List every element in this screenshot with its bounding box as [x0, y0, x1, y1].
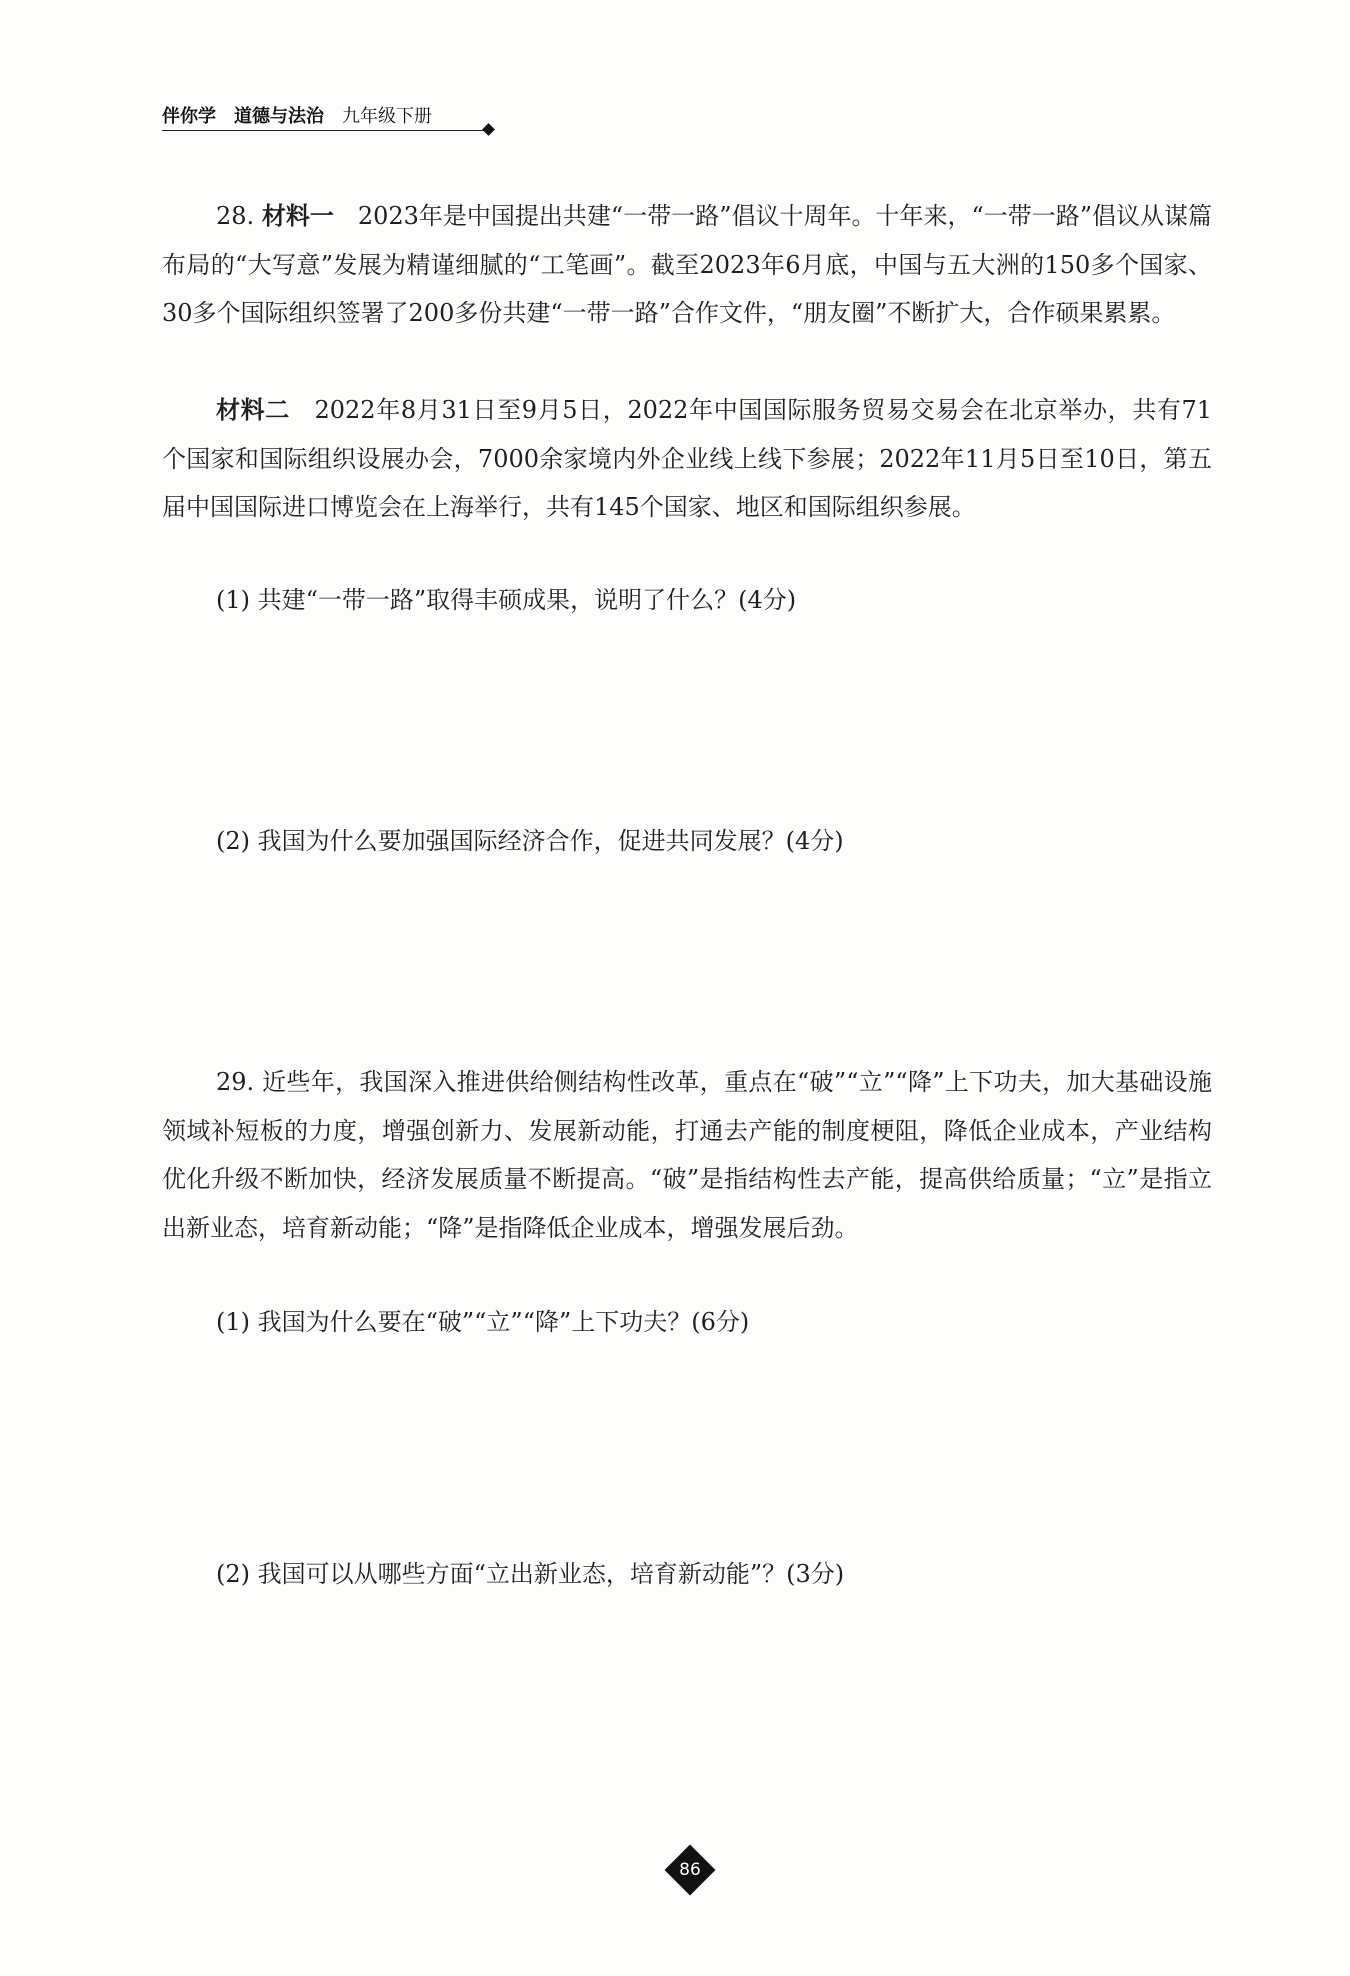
q29-sub2: (2) 我国可以从哪些方面“立出新业态，培育新动能”？(3分)	[216, 1560, 845, 1588]
q28-number: 28.	[216, 202, 255, 230]
q29-text: 近些年，我国深入推进供给侧结构性改革，重点在“破”“立”“降”上下功夫，加大基础设施领域补短板的力度，增强创新力、发展新动能，打通去产能的制度梗阻，降低企业成本，产业结构优化升级不断加快，经济发展质量不断提高。“破”是指结构性去产能，提高供给质量；“立”是指立出新业态，培育新动能；“降”是指降低企业成本，增强发展后劲。	[162, 1068, 1212, 1242]
diamond-icon	[482, 123, 495, 136]
q28-material2-text: 2022年8月31日至9月5日，2022年中国国际服务贸易交易会在北京举办，共有71个国家和国际组织设展办会，7000余家境内外企业线上线下参展；2022年11月5日至10日，第五届中国国际进口博览会在上海举行，共有145个国家、地区和国际组织参展。	[162, 396, 1213, 521]
q28-material1-label: 材料一	[261, 202, 334, 230]
page-number: 86	[679, 1860, 701, 1880]
page-header	[162, 100, 498, 134]
header-grade: 九年级下册	[342, 106, 432, 127]
q28-material1-text: 2023年是中国提出共建“一带一路”倡议十周年。十年来，“一带一路”倡议从谋篇布局的“大写意”发展为精谨细腻的“工笔画”。截至2023年6月底，中国与五大洲的150多个国家、30多个国际组织签署了200多份共建“一带一路”合作文件，“朋友圈”不断扩大，合作硕果累累。	[162, 202, 1213, 327]
header-rule	[162, 130, 490, 131]
header-subject: 道德与法治	[234, 106, 324, 127]
q29-sub1: (1) 我国为什么要在“破”“立”“降”上下功夫？(6分)	[216, 1308, 750, 1336]
header-series: 伴你学	[162, 106, 216, 127]
q28-material1	[162, 192, 1212, 338]
q28-sub1: (1) 共建“一带一路”取得丰硕成果，说明了什么？(4分)	[216, 586, 797, 614]
q28-material2	[162, 386, 1212, 532]
q28-material2-label: 材料二	[216, 396, 290, 424]
q29-stem	[162, 1058, 1212, 1252]
q28-sub2: (2) 我国为什么要加强国际经济合作，促进共同发展？(4分)	[216, 827, 844, 855]
header-title	[162, 102, 432, 128]
q29-number: 29.	[216, 1068, 255, 1096]
